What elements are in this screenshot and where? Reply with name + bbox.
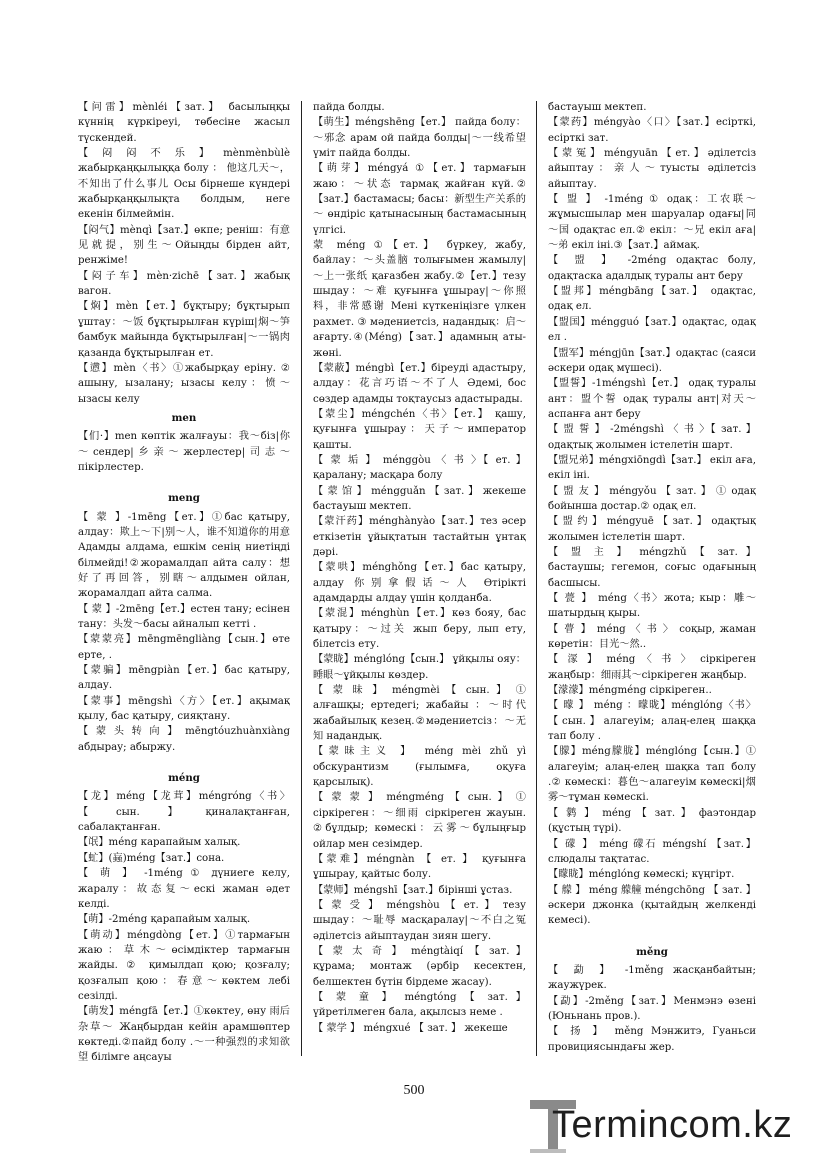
section-gap	[78, 475, 290, 487]
dictionary-entry: 【问雷】mènléi【зат.】 басылыңқы күннің күркіреуі, төбесіне жасыл түскендей.	[78, 102, 290, 144]
dictionary-entry: 【 鹲 】 méng 【 зат. 】 фаэтондар (құстың түрі).	[548, 807, 756, 835]
dictionary-entry: 【蒙药】méngyào〈口〉【зат.】есірткі, есірткі зат.	[548, 117, 756, 144]
dictionary-entry: 【 溕 】 méng 〈 书 〉 сіркіреген жаңбыр：细雨其～сіркіреген жаңбыр.	[548, 654, 756, 681]
dictionary-entry: 【 蒙 太 奇 】 méngtàiqí 【 зат. 】 құрама; монтаж (әрбір кесектен, белшектен бүтін бірдеме жасау).	[313, 945, 526, 988]
dictionary-entry: 【焖】mèn【ет.】бұқтыру; бұқтырып ұштау：～饭 бұқтырылған күріш|焖～笋 бамбук майында бұқтырылған|～一锅肉 қазанда бұқтырылған ет.	[78, 301, 290, 359]
dictionary-entry: 【 萌 】 -1méng ① дүниеге келу, жаралу：故态复～ескі жаман әдет келді.	[78, 868, 290, 910]
dictionary-entry: 【 盟 誓 】 -2méngshì 〈 书 〉【 зат. 】 одақтық жолымен істелетін шарт.	[548, 424, 756, 451]
dictionary-entry: 【盟誓】-1méngshì【ет.】 одақ туралы ант：盟个誓 одақ туралы ант|对天～ аспанға ант беру	[548, 378, 756, 420]
dictionary-entry: 【蒙师】méngshī【зат.】бірінші ұстаз.	[313, 884, 513, 896]
column-right	[548, 100, 756, 1062]
dictionary-entry: 【盟邦】méngbāng【зат.】 одақтас, одақ ел.	[548, 286, 756, 313]
dictionary-entry: 【萌芽】méngyá ①【ет.】тармағын жаю：～状态 тармақ жайған күй.②【зат.】бастамасы; басы：新型生产关系的～ өндіріс қатынасының бастамасының үлгісі.	[313, 163, 526, 236]
dictionary-entry: 【蒙眬】ménglóng【сын.】 ұйқылы ояу：睡眼～ұйқылы көздер.	[313, 654, 526, 681]
section-heading: meng	[168, 492, 200, 505]
dictionary-entry: 【 闷 闷 不 乐 】 mènmènbùlè жабырқаңқылыққа болу ： 他这几天～，不知出了什么事儿 Осы бірнеше күндері жабырқаңқылықта болдым, неге екенін білмеймін.	[78, 148, 290, 221]
dictionary-entry: 【濛濛】méngméng сіркіреген..	[548, 685, 712, 697]
dictionary-entry: 【闷气】mènqì【зат.】өкпе; реніш：有意见就提，别生～Ойыңды бірден айт, ренжіме!	[78, 224, 290, 267]
dictionary-entry: 【 盟 约 】 méngyuē 【 зат. 】 одақтық жолымен істелетін шарт.	[548, 516, 756, 543]
dictionary-entry: 【 蒙 垢 】 ménggòu 〈 书 〉【 ет. 】 қаралану; масқара болу	[313, 454, 526, 482]
dictionary-entry: 【 盟 主 】 méngzhǔ 【 зат. 】 бастаушы; гегемон, соғыс одағының басшысы.	[548, 546, 756, 589]
dictionary-entry: 蒙 méng ①【ет.】 бүркеу, жабу, байлау：～头盖脑 толығымен жамылу|～上一张纸 қағазбен жабу.②【ет.】тезу шыдау：～难 қуғынға ұшырау|～你照料，非常感谢 Мені күткеніңізге үлкен рахмет. ③ мәдениетсіз, надандық：启～ағарту.④(Méng)【зат.】адамның аты-жөні.	[313, 240, 526, 359]
dictionary-entry: 【 蒙 受 】 méngshòu 【 ет. 】 тезу шыдау：～耻辱 масқаралау|～不白之冤 әділетсіз айыптаудан зиян шегу.	[313, 899, 526, 942]
section-gap	[78, 755, 290, 767]
dictionary-entry: 【萌发】méngfā【ет.】①көктеу, өну 雨后杂草～ Жаңбырдан кейін арамшөптер көктеді.②пайд болу .～一种强烈的求知欲望 білімге аңсауы	[78, 1006, 290, 1062]
logo-text: Termincom.kz	[552, 1104, 793, 1146]
dictionary-entry: 【蒙骗】mēngpiàn【ет.】бас қатыру, алдау.	[78, 665, 290, 692]
dictionary-entry: 【 蒙 头 转 向 】 mēngtóuzhuànxiàng абдырау; абыржу.	[78, 726, 290, 753]
column-middle	[313, 100, 526, 1062]
dictionary-entry: 【蒙蒙亮】mēngmēngliàng【сын.】өте ерте, .	[78, 634, 290, 661]
dictionary-entry: 【 蒙 馆 】 méngguǎn 【 зат. 】 жекеше бастауыш мектеп.	[313, 485, 526, 512]
dictionary-entry: 【蒙事】mēngshì〈方〉【ет.】ақымақ қылу, бас қатыру, сияқтану.	[78, 695, 290, 723]
dictionary-entry: 【盟军】méngjūn【зат.】одақтас (саяси әскери одақ мүшесі).	[548, 347, 756, 374]
dictionary-entry: 【盟国】méngguó【зат.】одақтас, одақ ел .	[548, 316, 756, 344]
dictionary-entry: 【朦】méng朦胧】ménglóng【сын.】① алагеуім; алаң-елең шақка тап болу .② көмескі：暮色～алагеуім көмескі|烟雾～тұман көмескі.	[548, 746, 756, 804]
dictionary-entry: 【勐】-2měng【зат.】Менмэнэ өзені (Юньнань пров.).	[548, 995, 756, 1022]
dictionary-entry: 【 蒙 童 】 méngtóng 【 зат. 】 үйретілмеген бала, ақылсыз неме .	[313, 991, 526, 1019]
dictionary-entry: 【 曚 】 méng ：曚昽】ménglóng〈书〉【сын.】алагеуім; алаң-елең шаққа тап болу .	[548, 700, 756, 743]
dictionary-entry: 【蒙汗药】ménghànyào【зат.】тез әсер еткізетін ұйықтатын тастайтын ұнтақ дәрі.	[313, 516, 526, 558]
dictionary-entry: бастауыш мектеп.	[548, 102, 647, 113]
dictionary-entry: 【虻】(蝱)méng【зат.】сона.	[78, 852, 225, 864]
dictionary-entry: 【 扬 】 měng Мэнжитэ, Гуаньси провициясындағы жер.	[548, 1026, 756, 1053]
section-heading: méng	[168, 772, 200, 785]
column-left	[78, 100, 290, 1062]
site-logo	[530, 1098, 810, 1158]
dictionary-entry: 【 蒙 】-1mēng【ет.】①бас қатыру, алдау：欺上～下|别～人，谁不知道你的用意 Адамды алдама, ешкім сенің ниетіңді білмейді!②жорамалдап айта салу：想好了再回答，别瞎～алдымен ойлан, жорамалдап айта салма.	[78, 511, 290, 600]
section-heading: men	[171, 411, 197, 424]
dictionary-entry: 【闷子车】mèn·zichē【зат.】жабық вагон.	[78, 270, 290, 298]
dictionary-entry: 【 瞢 】 méng 〈 书 〉 соқыр, жаман көретін：目光～然..	[548, 623, 756, 651]
dictionary-entry: 【 盟 】 -2méng одақтас болу, одақтаска адалдық туралы ант беру	[548, 255, 756, 282]
dictionary-entry: 【 勐 】 -1měng жасқанбайтын; жаужүрек.	[548, 964, 756, 992]
dictionary-entry: 【蒙尘】méngchén〈书〉【ет.】 қашу, қуғынға ұшырау：天子～император қашты.	[313, 408, 526, 451]
dictionary-entry: 【萌动】méngdòng【ет.】①тармағын жаю：草木～өсімдіктер тармағын жайды. ② қимылдап қою; қозғалу; қозғалып қою：春意～көктем лебі сезілді.	[78, 929, 290, 1002]
dictionary-entry: 【们·】men көптік жалғауы：我～біз|你～сендер|乡亲～жерлестер|司志～пікірлестер.	[78, 431, 290, 473]
dictionary-entry: пайда болды.	[313, 102, 385, 113]
dictionary-entry: 【蒙蔽】méngbì【ет.】біреуді адастыру, алдау：花言巧语～不了人 Әдемі, бос сөздер адамды тоқтаусыз адастырады.	[313, 362, 526, 405]
dictionary-entry: 【 蒙 昧 】 méngmèi 【 сын. 】 ① алғашқы; ертедегі; жабайы ：～时代 жабайылық кезең.②мәдениетсіз：～无知 надандық.	[313, 685, 526, 743]
dictionary-entry: 【 礞 】 méng 礞石 méngshí 【зат.】 слюдалы тақтатас.	[548, 838, 756, 865]
dictionary-entry: 【 盟 友 】 méngyǒu 【 зат. 】 ① одақ бойынша достар.② одақ ел.	[548, 485, 756, 512]
dictionary-entry: 【 蒙 】-2mēng【ет.】естен тану; есінен тану：头发～басы айналып кетті .	[78, 603, 290, 630]
dictionary-entry: 【蒙难】méngnàn 【 ет. 】 қуғынға ұшырау, қайтыс болу.	[313, 853, 526, 881]
dictionary-entry: 【 蒙学 】 méngxué 【 зат. 】 жекеше	[313, 1022, 508, 1034]
dictionary-entry: 【 蒙 冤 】 méngyuān 【 ет. 】 әділетсіз айыптау：亲人～туысты әділетсіз айыптау.	[548, 148, 756, 190]
dictionary-entry: 【 艨 】 méng 艨艟 méngchōng 【 зат. 】 әскери джонка (қытайдың желкенді кемесі).	[548, 884, 756, 927]
section-heading: měng	[636, 945, 668, 958]
dictionary-entry: 【 甍 】 méng〈书〉жота; кыр：雕～ шатырдың қыры.	[548, 593, 756, 620]
dictionary-entry: 【懑】mèn〈书〉①жабырқау еріну. ② ашыну, ызалану; ызасы келу：愤～ ызасы келу	[78, 362, 290, 405]
column-divider	[301, 101, 302, 1056]
dictionary-entry: 【龙】méng【龙茸】méngróng〈书〉【сын.】қиналақтанған, сабалақтанған.	[78, 791, 290, 834]
dictionary-entry: 【氓】méng карапайым халық.	[78, 837, 241, 849]
dictionary-entry: 【 盟 】 -1méng ① одақ：工农联～жұмысшылар мен шаруалар одағы|同～国 одақтас ел.② екіл：～兄 екіл аға|～弟 екіл іні.③【зат.】аймақ.	[548, 194, 756, 252]
dictionary-entry: 【蒙昧主义 】 méng mèi zhǔ yì обскурантизм (ғылымға, оқуға қарсылық).	[313, 746, 526, 789]
dictionary-entry: 【蒙哄】ménghǒng【ет.】бас қатыру, алдау 你别拿假话～人 Өтірікті адамдарды алдау үшін қолданба.	[313, 562, 526, 604]
dictionary-entry: 【盟兄弟】méngxiōngdì【зат.】 екіл аға, екіл іні.	[548, 454, 756, 482]
dictionary-entry: 【萌生】méngshēng【ет.】 пайда болу：～邪念 арам ой пайда болды|～一线希望 үміт пайда болды.	[313, 117, 526, 160]
section-gap	[548, 929, 756, 941]
dictionary-entry: 【 蒙 蒙 】 méngméng 【 сын. 】 ① сіркіреген：～细雨 сіркіреген жауын. ②бұлдыр; көмескі：云雾～бұлыңғыр ойлар мен сезімдер.	[313, 792, 526, 850]
column-divider	[536, 101, 537, 1056]
dictionary-entry: 【矇眬】ménglóng көмескі; күңгірт.	[548, 869, 735, 881]
dictionary-entry: 【萌】-2méng қарапайым халық.	[78, 914, 251, 926]
dictionary-entry: 【蒙混】ménghùn【ет.】көз бояу, бас қатыру：～过关 жып беру, лып ету, білетсіз ету.	[313, 608, 526, 651]
page-number: 500	[403, 1083, 425, 1098]
